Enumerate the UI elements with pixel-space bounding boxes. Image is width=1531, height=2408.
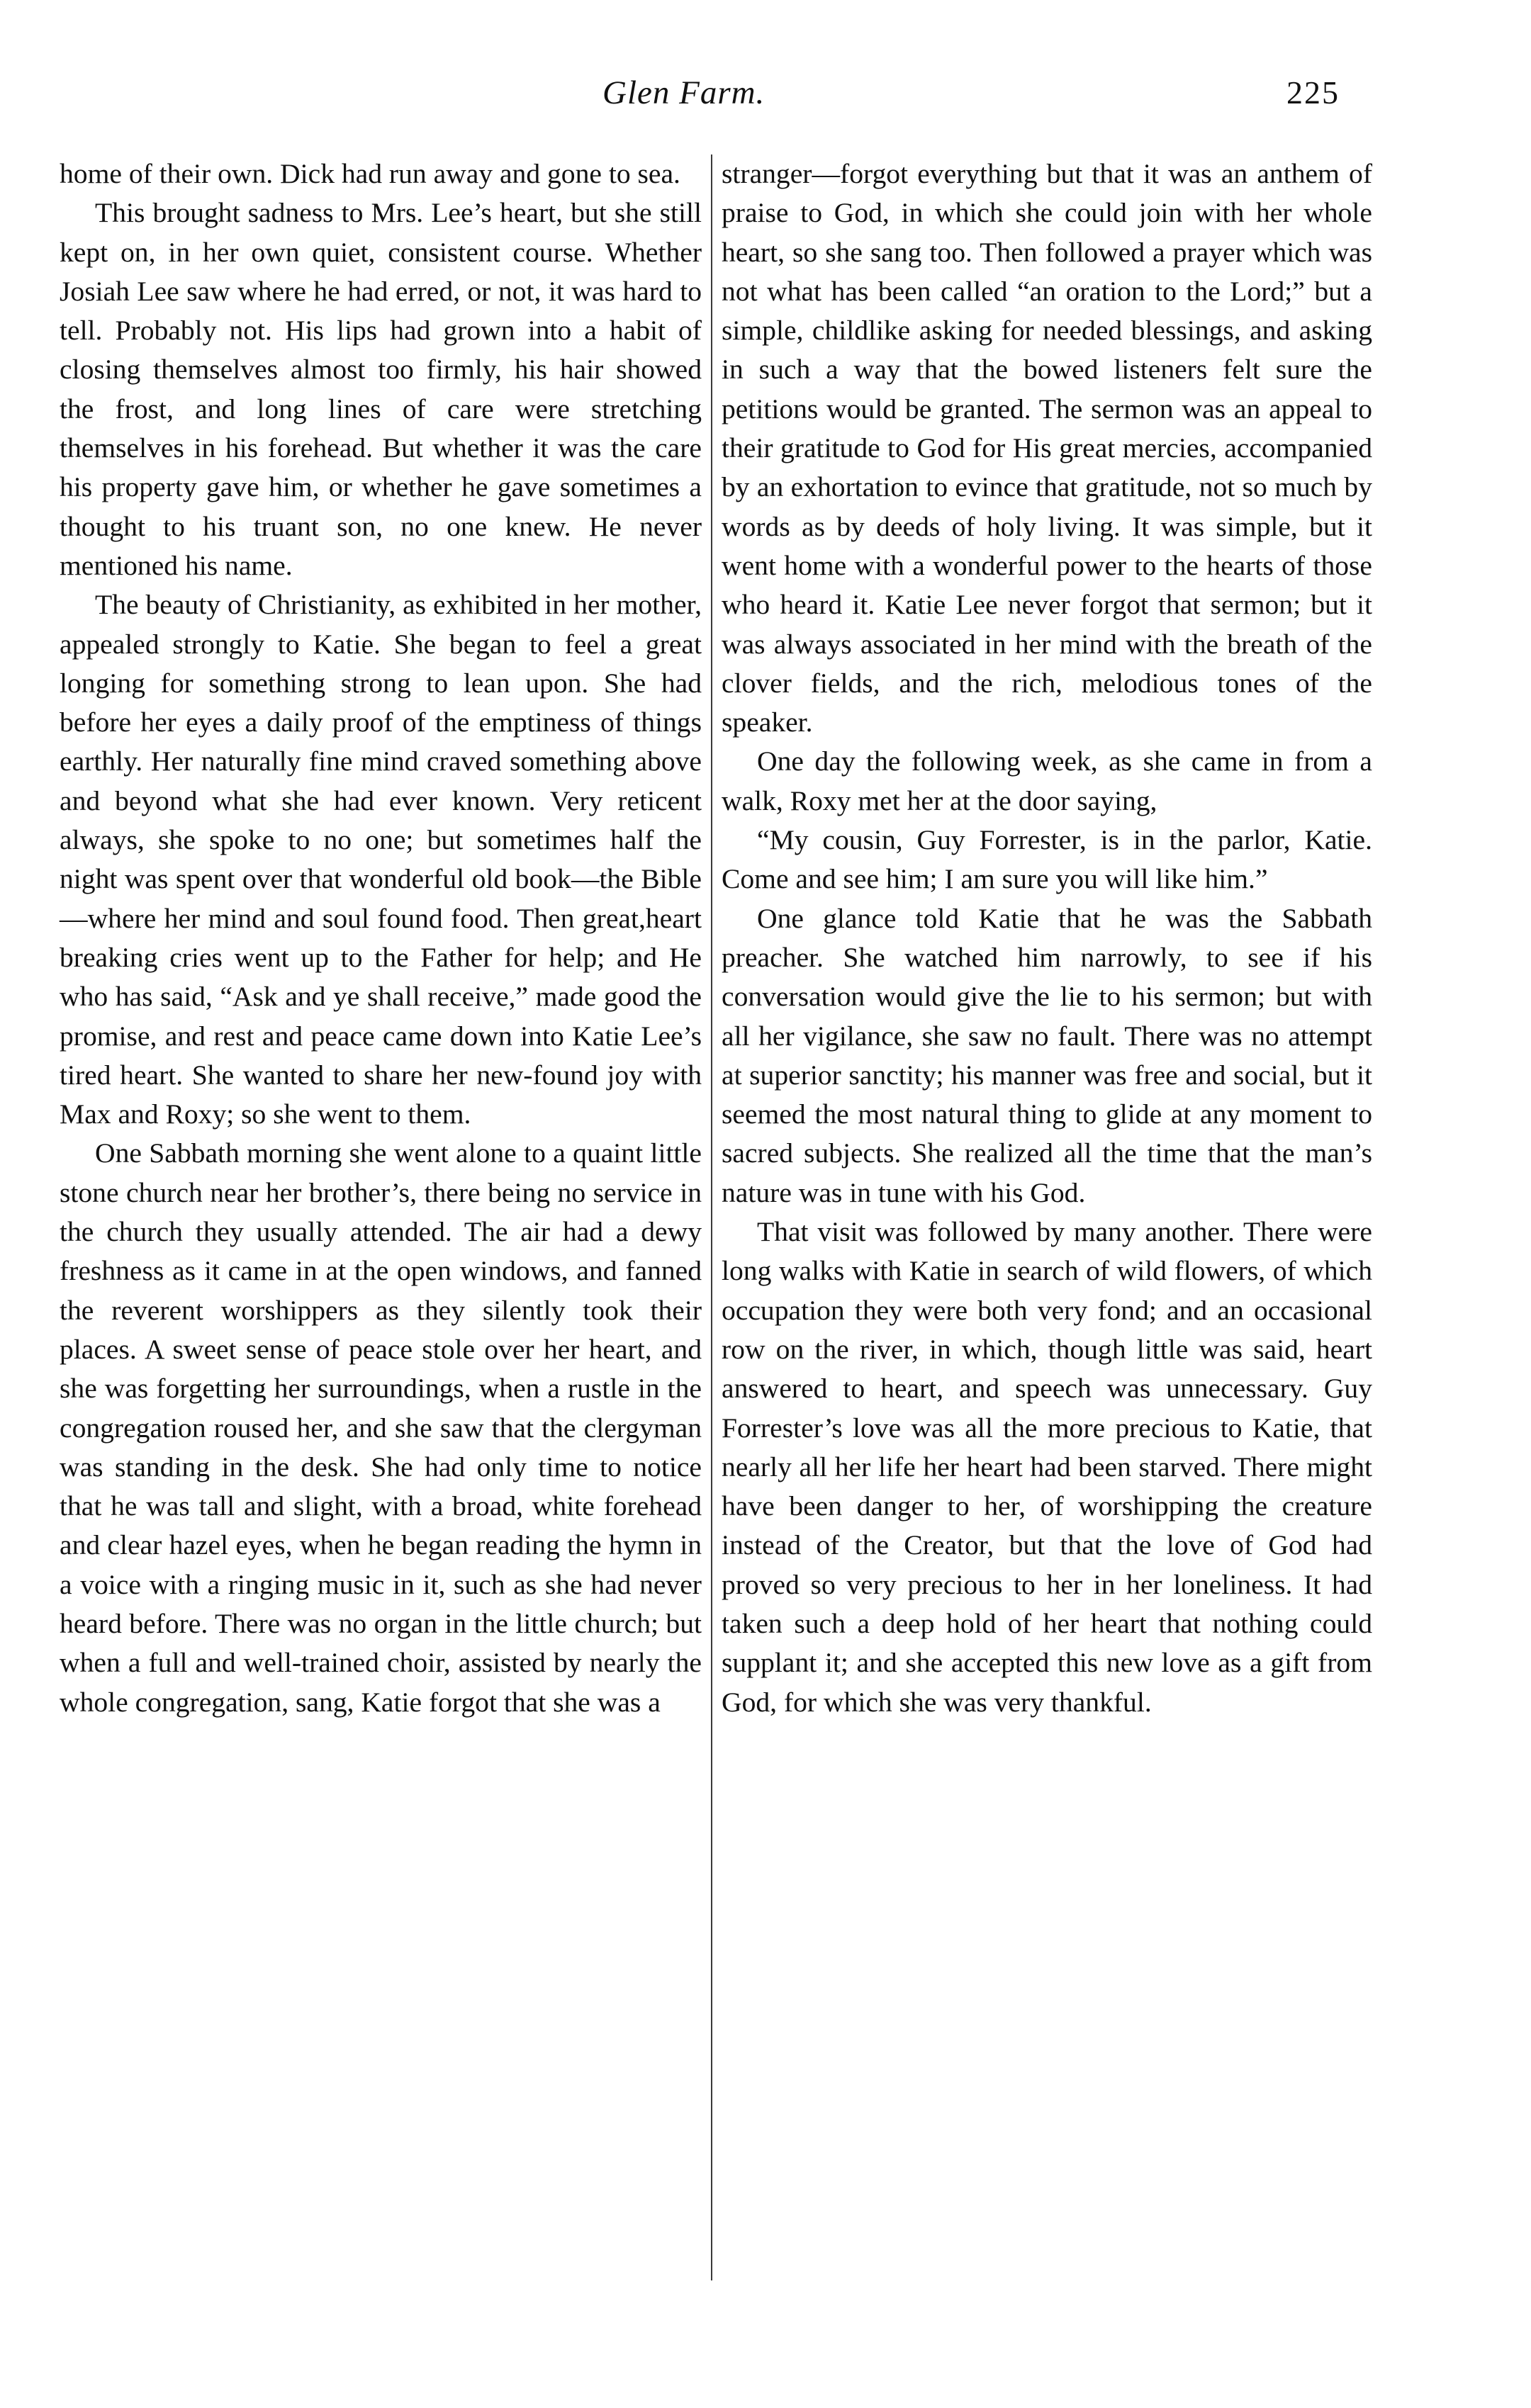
paragraph: The beauty of Christianity, as exhibited in her mother, appealed strongly to Katie. She began to feel a great longing for something strong to lean upon. She had before her eyes a daily proof of the emptiness of things earthly. Her naturally fine mind craved something above and beyond what she had ever known. Very reticent always, she spoke to no one; but sometimes half the night was spent over that wonderful old book—the Bible—where her mind and soul found food. Then great,heart breaking cries went up to the Father for help; and He who has said, “Ask and ye shall receive,” made good the promise, and rest and peace came down into Katie Lee’s tired heart. She wanted to share her new-found joy with Max and Roxy; so she went to them. bbox=[60, 589, 702, 1130]
paragraph: “My cousin, Guy Forrester, is in the parlor, Katie. Come and see him; I am sure you will like him.” bbox=[722, 824, 1372, 895]
running-title: Glen Farm. bbox=[602, 74, 766, 111]
left-column bbox=[60, 154, 702, 1722]
paragraph: One glance told Katie that he was the Sabbath preacher. She watched him narrowly, to see if his conversation would give the lie to his sermon; but with all her vigilance, she saw no fault. There was no attempt at superior sanctity; his manner was free and social, but it seemed the most natural thing to glide at any moment to sacred subjects. She realized all the time that the man’s nature was in tune with his God. bbox=[722, 902, 1372, 1208]
right-column bbox=[722, 154, 1372, 1722]
page-number: 225 bbox=[1286, 74, 1340, 111]
paragraph: That visit was followed by many another. There were long walks with Katie in search of wild flowers, of which occupation they were both very fond; and an occasional row on the river, in which, though little was said, heart answered to heart, and speech was unnecessary. Guy Forrester’s love was all the more precious to Katie, that nearly all her life her heart had been starved. There might have been danger to her, of worshipping the creature instead of the Creator, but that the love of God had proved so very precious to her in her loneliness. It had taken such a deep hold of her heart that nothing could supplant it; and she accepted this new love as a gift from God, for which she was very thankful. bbox=[722, 1216, 1372, 1718]
column-divider bbox=[711, 154, 712, 2280]
paragraph: One day the following week, as she came in from a walk, Roxy met her at the door saying, bbox=[722, 746, 1372, 816]
paragraph: stranger—forgot everything but that it was an anthem of praise to God, in which she could join with her whole heart, so she sang too. Then followed a prayer which was not what has been called “an oration to the Lord;” but a simple, childlike asking for needed blessings, and asking in such a way that the bowed listeners felt sure the petitions would be granted. The sermon was an appeal to their gratitude to God for His great mercies, accompanied by an exhortation to evince that gratitude, not so much by words as by deeds of holy living. It was simple, but it went home with a wonderful power to the hearts of those who heard it. Katie Lee never forgot that sermon; but it was always associated in her mind with the breath of the clover fields, and the rich, melodious tones of the speaker. bbox=[722, 158, 1372, 738]
running-head bbox=[0, 74, 1531, 123]
paragraph: One Sabbath morning she went alone to a quaint little stone church near her brother’s, there being no service in the church they usually attended. The air had a dewy freshness as it came in at the open windows, and fanned the reverent worshippers as they silently took their places. A sweet sense of peace stole over her heart, and she was forgetting her surroundings, when a rustle in the congregation roused her, and she saw that the clergyman was standing in the desk. She had only time to notice that he was tall and slight, with a broad, white forehead and clear hazel eyes, when he began reading the hymn in a voice with a ringing music in it, such as she had never heard before. There was no organ in the little church; but when a full and well-trained choir, assisted by nearly the whole congregation, sang, Katie forgot that she was a bbox=[60, 1137, 702, 1718]
paragraph: home of their own. Dick had run away and gone to sea. bbox=[60, 158, 680, 189]
paragraph: This brought sadness to Mrs. Lee’s heart, but she still kept on, in her own quiet, consistent course. Whether Josiah Lee saw where he had erred, or not, it was hard to tell. Probably not. His lips had grown into a habit of closing themselves almost too firmly, his hair showed the frost, and long lines of care were stretching themselves in his forehead. But whether it was the care his property gave him, or whether he gave sometimes a thought to his truant son, no one knew. He never mentioned his name. bbox=[60, 197, 702, 581]
